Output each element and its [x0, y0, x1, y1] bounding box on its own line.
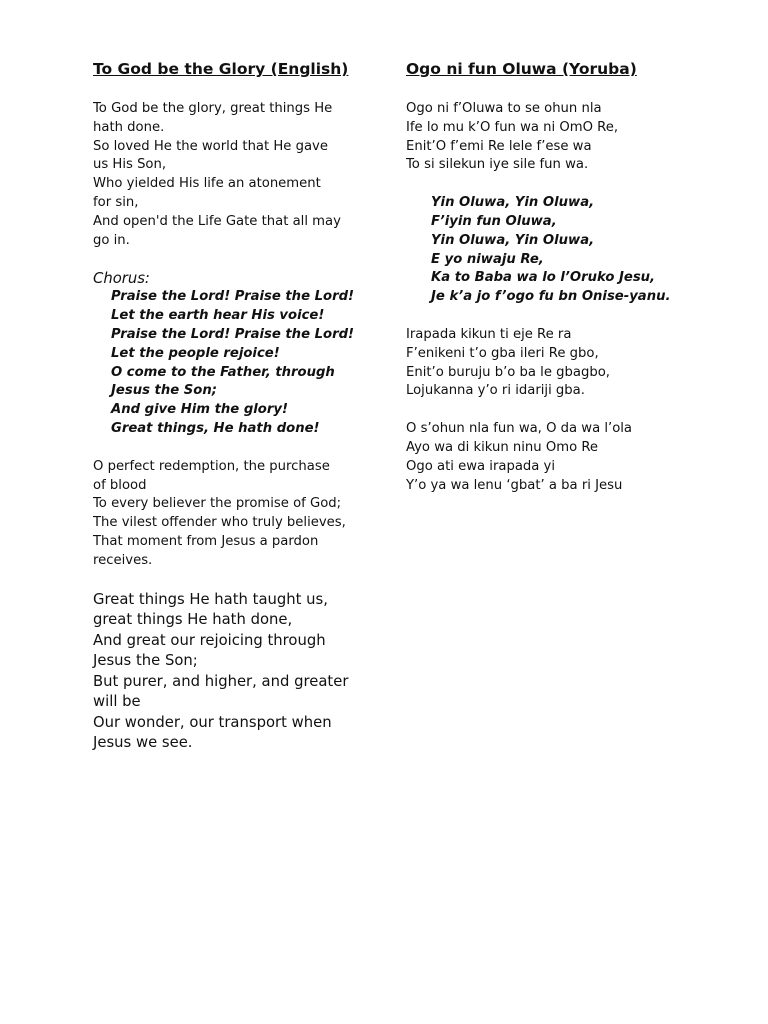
lyric-line: Enit’O f’emi Re lele f’ese wa: [406, 138, 592, 154]
yoruba-chorus: [406, 194, 706, 307]
english-verse-3: [93, 590, 368, 754]
lyric-line: Ka to Baba wa lo l’Oruko Jesu,: [431, 270, 656, 286]
lyric-line: The vilest offender who truly believes,: [93, 515, 346, 531]
lyric-line: Ayo wa di kikun ninu Omo Re: [406, 439, 599, 455]
lyric-line: To si silekun iye sile fun wa.: [406, 157, 589, 173]
lyric-line: Our wonder, our transport when: [93, 713, 332, 731]
lyric-line: Yin Oluwa, Yin Oluwa,: [431, 232, 595, 248]
english-chorus: [93, 288, 368, 438]
lyric-line: Jesus the Son;: [93, 652, 198, 670]
lyric-line: That moment from Jesus a pardon: [93, 533, 319, 549]
yoruba-verse-1: [406, 100, 706, 175]
chorus-label: Chorus:: [93, 270, 150, 288]
lyric-line: Jesus the Son;: [111, 383, 217, 399]
lyric-line: But purer, and higher, and greater: [93, 672, 349, 690]
lyric-line: Praise the Lord! Praise the Lord!: [111, 289, 355, 305]
lyric-line: Je k’a jo f’ogo fu bn Onise-yanu.: [431, 289, 671, 305]
lyric-line: Ogo ni f’Oluwa to se ohun nla: [406, 101, 602, 116]
lyric-line: Let the earth hear His voice!: [111, 308, 325, 324]
lyric-line: So loved He the world that He gave: [93, 138, 328, 154]
english-verse-2: [93, 458, 368, 571]
lyric-line: will be: [93, 693, 141, 711]
lyric-line: F’enikeni t’o gba ileri Re gbo,: [406, 345, 599, 361]
lyric-line: And great our rejoicing through: [93, 631, 326, 649]
lyric-line: great things He hath done,: [93, 611, 293, 629]
english-title: To God be the Glory (English): [93, 60, 349, 78]
english-column: [93, 58, 368, 773]
lyric-line: Great things, He hath done!: [111, 420, 320, 436]
lyric-line: F’iyin fun Oluwa,: [431, 213, 557, 229]
lyric-line: Great things He hath taught us,: [93, 590, 328, 608]
lyric-line: Let the people rejoice!: [111, 345, 280, 361]
lyric-line: To God be the glory, great things He: [93, 101, 333, 116]
lyric-line: Y’o ya wa lenu ‘gbat’ a ba ri Jesu: [406, 477, 623, 493]
lyric-line: Enit’o buruju b’o ba le gbagbo,: [406, 364, 610, 380]
yoruba-title: Ogo ni fun Oluwa (Yoruba): [406, 60, 637, 78]
lyric-line: And open'd the Life Gate that all may: [93, 213, 341, 229]
english-verse-1: [93, 100, 368, 250]
yoruba-column: [406, 58, 706, 514]
lyric-line: receives.: [93, 552, 153, 568]
lyric-line: And give Him the glory!: [111, 402, 288, 418]
lyric-line: hath done.: [93, 119, 165, 135]
lyric-line: O perfect redemption, the purchase: [93, 458, 330, 474]
lyric-line: Irapada kikun ti eje Re ra: [406, 326, 572, 342]
lyric-line: O s’ohun nla fun wa, O da wa l’ola: [406, 421, 633, 437]
yoruba-verse-3: [406, 420, 706, 495]
lyric-line: O come to the Father, through: [111, 364, 335, 380]
lyric-line: E yo niwaju Re,: [431, 251, 544, 267]
lyric-line: Who yielded His life an atonement: [93, 176, 321, 192]
lyric-line: of blood: [93, 477, 147, 493]
lyric-line: us His Son,: [93, 157, 167, 173]
lyric-line: Lojukanna y’o ri idariji gba.: [406, 383, 585, 399]
yoruba-verse-2: [406, 326, 706, 401]
lyric-line: Ife lo mu k’O fun wa ni OmO Re,: [406, 119, 619, 135]
lyric-line: Praise the Lord! Praise the Lord!: [111, 326, 355, 342]
lyric-line: Yin Oluwa, Yin Oluwa,: [431, 195, 595, 211]
lyric-line: To every believer the promise of God;: [93, 496, 342, 512]
lyric-line: Jesus we see.: [93, 734, 193, 752]
lyric-line: go in.: [93, 232, 130, 248]
lyric-line: for sin,: [93, 194, 139, 210]
lyric-line: Ogo ati ewa irapada yi: [406, 458, 556, 474]
